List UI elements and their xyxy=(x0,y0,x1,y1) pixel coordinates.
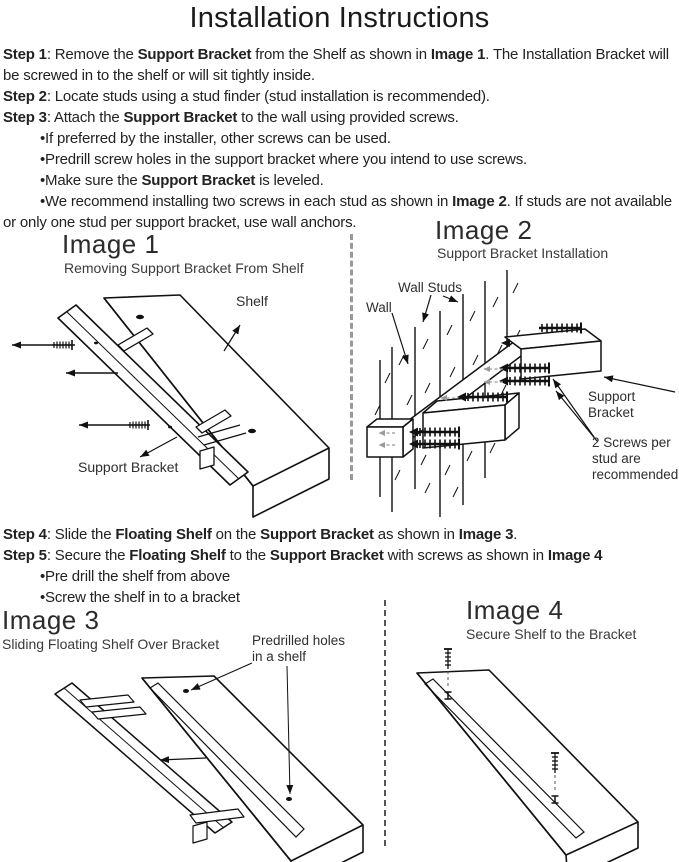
bracket-hole xyxy=(94,342,98,345)
step-3-bullet-3: •Make sure the Support Bracket is leveled. xyxy=(40,172,324,189)
figure-3-subtitle: Sliding Floating Shelf Over Bracket xyxy=(2,636,220,652)
step-3-bullet-1: •If preferred by the installer, other screws can be used. xyxy=(40,130,391,147)
step-3-bullet-2: •Predrill screw holes in the support bracket where you intend to use screws. xyxy=(40,151,527,168)
figure-2-screws-note-label: 2 Screws per stud are recommended xyxy=(592,435,679,482)
figure-1-support-bracket-label: Support Bracket xyxy=(78,459,179,475)
figure-2-wall-label: Wall xyxy=(366,300,392,315)
bracket-end-cap-shape xyxy=(367,419,413,457)
steps-top-block xyxy=(3,44,677,233)
slide-arrow-icon xyxy=(160,758,206,760)
step-1-paragraph: Step 1: Remove the Support Bracket from the Shelf as shown in Image 1. The Installation Bracket will be screwed in to the shelf or will sit tightly inside. xyxy=(3,46,669,84)
step-5-bullet-1: •Pre drill the shelf from above xyxy=(40,568,230,585)
bracket-arm-middle-shape xyxy=(423,393,519,448)
page-title: Installation Instructions xyxy=(189,2,490,34)
figure-3-diagram xyxy=(0,650,384,862)
vertical-dashed-divider xyxy=(384,600,386,846)
figure-1-shelf-label: Shelf xyxy=(236,293,268,309)
figure-3-predrilled-holes-label: Predrilled holes in a shelf xyxy=(252,633,346,664)
step-4-paragraph: Step 4: Slide the Floating Shelf on the Support Bracket as shown in Image 3. xyxy=(3,526,518,543)
shelf-shape xyxy=(104,295,329,517)
figure-1-subtitle: Removing Support Bracket From Shelf xyxy=(64,260,304,276)
step-2-paragraph: Step 2: Locate studs using a stud finder (stud installation is recommended). xyxy=(3,88,490,105)
figure-2-heading: Image 2 xyxy=(435,215,533,245)
step-5-bullet-2: •Screw the shelf in to a bracket xyxy=(40,589,240,606)
step-5-paragraph: Step 5: Secure the Floating Shelf to the Support Bracket with screws as shown in Image 4 xyxy=(3,547,603,564)
step-3-paragraph: Step 3: Attach the Support Bracket to the wall using provided screws. xyxy=(3,109,459,126)
figure-4-heading: Image 4 xyxy=(466,595,564,625)
shelf-hole xyxy=(248,429,256,433)
wall-hatch-marks xyxy=(375,283,520,497)
figure-3-heading: Image 3 xyxy=(2,605,100,635)
steps-bottom-block xyxy=(3,524,677,608)
bracket-hole xyxy=(168,426,172,429)
shelf-hole xyxy=(136,315,144,319)
figure-2-subtitle: Support Bracket Installation xyxy=(437,245,609,261)
figure-1-heading: Image 1 xyxy=(62,229,160,259)
step-3-bullet-4: •We recommend installing two screws in each stud as shown in Image 2. If studs are not available or only one stud per support bracket, use wall anchors. xyxy=(3,193,672,231)
figure-4-diagram xyxy=(390,645,679,862)
figure-2-wall-studs-label: Wall Studs xyxy=(398,280,463,295)
floating-shelf-shape xyxy=(142,676,363,862)
vertical-dashed-divider xyxy=(350,234,353,480)
figure-2-support-bracket-label: Support Bracket xyxy=(588,389,636,420)
figure-1-diagram xyxy=(0,288,352,523)
figure-4-subtitle: Secure Shelf to the Bracket xyxy=(466,626,637,642)
predrilled-hole xyxy=(183,689,189,693)
predrilled-hole xyxy=(286,797,292,801)
